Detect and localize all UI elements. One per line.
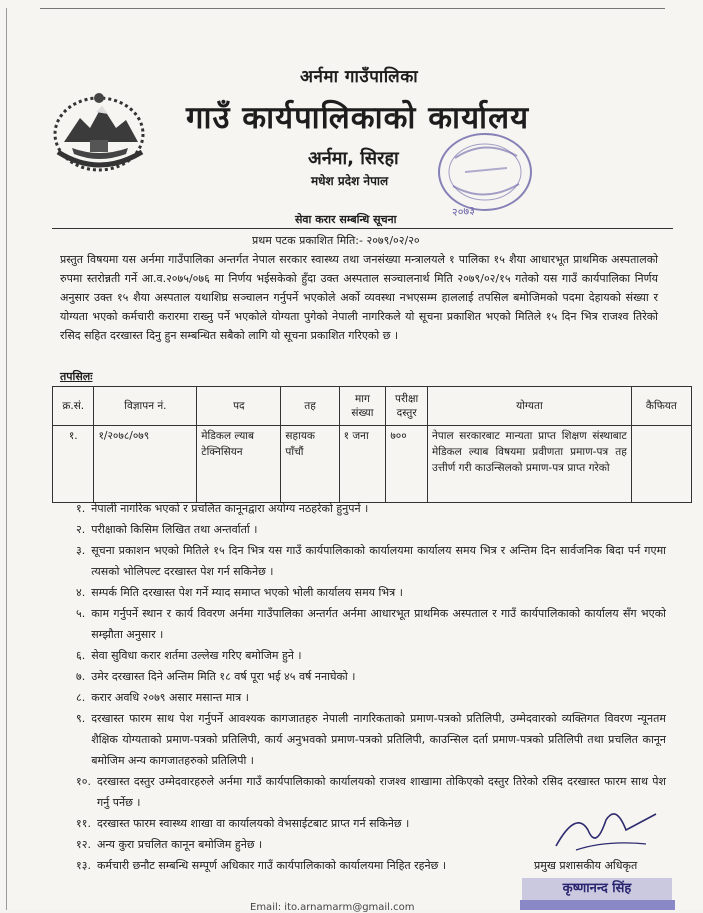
col-advertisement-no: विज्ञापन नं.: [94, 387, 197, 426]
condition-text: दरखास्त फारम स्वास्थ्य शाखा वा कार्यालयको वेभसाईटबाट प्राप्त गर्न सकिनेछ ।: [96, 817, 410, 830]
condition-number: २.: [76, 523, 86, 536]
list-item: [76, 708, 666, 771]
table-header-row: [53, 387, 692, 426]
stamp-number: २०७३: [451, 203, 476, 220]
cell-demand-count: १ जना: [339, 426, 386, 503]
col-demand-count: माग संख्या: [339, 387, 386, 426]
cell-remarks: [631, 426, 691, 503]
cell-qualification: नेपाल सरकारबाट मान्यता प्राप्त शिक्षण संस्थाबाट मेडिकल ल्याब विषयमा प्रवीणता प्रमाण-पत्र तह उत्तीर्ण गरी काउन्सिलको प्रमाण-पत्र प्राप्त गरेको: [427, 426, 631, 503]
condition-text: काम गर्नुपर्ने स्थान र कार्य विवरण अर्नमा गाउँपालिका अन्तर्गत अर्नमा आधारभूत प्राथमिक अस्पताल र गाउँ कार्यपालिकाको कार्यालय सँग भएको सम्झौता अनुसार ।: [91, 607, 666, 641]
condition-text: सूचना प्रकाशन भएको मितिले १५ दिन भित्र यस गाउँ कार्यपालिकाको कार्यालयमा कार्यालय समय भित्र र अन्तिम दिन सार्वजनिक बिदा पर्न गएमा त्यसको भोलिपल्ट दरखास्त पेश गर्न सकिनेछ ।: [91, 544, 666, 578]
condition-number: १.: [76, 502, 86, 515]
condition-text: परीक्षाको किसिम लिखित तथा अन्तर्वार्ता ।: [91, 523, 258, 536]
condition-number: १२.: [76, 838, 91, 851]
list-item: [76, 582, 666, 603]
table-row: [53, 426, 692, 503]
nepal-emblem-logo: [50, 88, 148, 176]
condition-number: ९.: [76, 712, 86, 725]
list-item: [76, 540, 666, 582]
signatory-title: प्रमुख प्रशासकीय अधिकृत: [534, 859, 638, 872]
municipality-name: अर्नमा गाउँपालिका: [300, 67, 419, 87]
list-item: [76, 645, 666, 666]
condition-number: ८.: [76, 691, 86, 704]
province-line: मधेश प्रदेश नेपाल: [311, 174, 389, 188]
condition-number: १०.: [76, 775, 91, 788]
col-remarks: कैफियत: [631, 387, 691, 426]
condition-number: ११.: [76, 817, 91, 830]
condition-number: ३.: [76, 544, 86, 557]
publish-date: प्रथम पटक प्रकाशित मिति:- २०७९/०२/२०: [252, 234, 420, 247]
condition-text: अन्य कुरा प्रचलित कानून बमोजिम हुनेछ ।: [96, 838, 263, 851]
title-rule: [52, 228, 673, 229]
condition-text: सम्पर्क मिति दरखास्त पेश गर्ने म्याद समाप्त भएको भोली कार्यालय समय भित्र ।: [91, 586, 403, 599]
col-post: पद: [197, 387, 281, 426]
page-border-left: [6, 8, 7, 910]
notice-body: प्रस्तुत विषयमा यस अर्नमा गाउँपालिका अन्तर्गत नेपाल सरकार स्वास्थ्य तथा जनसंख्या मन्त्रालयले १ पालिका १५ शैया आधारभूत प्राथमिक अस्पतालको रुपमा स्तरोन्नती गर्ने आ.व.२०७५/०७६ मा निर्णय भईसकेको हुँदा उक्त अस्पताल सञ्चालनार्थ मिति २०७९/०२/१५ गतेको यस गाउँ कार्यपालिका निर्णय अनुसार उक्त १५ शैया अस्पताल यथाशिघ्र सञ्चालन गर्नुपर्ने भएकोले अर्को व्यवस्था नभएसम्म हाललाई तपसिल बमोजिमको पदमा देहायको संख्या र योग्यता भएको कर्मचारी करारमा राख्नु पर्ने भएकोले योग्यता पुगेको नेपाली नागरिकले यो सूचना प्रकाशित भएको मितिले १५ दिन भित्र राजश्व तिरेको रसिद सहित दरखास्त दिनु हुन सम्बन्धित सबैको लागि यो सूचना प्रकाशित गरिएको छ ।: [60, 253, 658, 342]
footer-email: Email: ito.arnamarm@gmail.com: [250, 902, 415, 913]
official-stamp: [435, 128, 535, 218]
name-stamp-strip: [520, 900, 675, 910]
condition-text: कर्मचारी छनौट सम्बन्धि सम्पूर्ण अधिकार गाउँ कार्यपालिकाको कार्यालयमा निहित रहनेछ ।: [96, 859, 447, 872]
condition-number: ४.: [76, 586, 86, 599]
condition-number: ६.: [76, 649, 86, 662]
condition-text: सेवा सुविधा करार शर्तमा उल्लेख गरिए बमोजिम हुने ।: [91, 649, 302, 662]
condition-number: ७.: [76, 670, 86, 683]
cell-post: मेडिकल ल्याब टेक्निसियन: [197, 426, 281, 503]
condition-text: नेपाली नागरिक भएको र प्रचलित कानूनद्वारा अयोग्य नठहरेको हुनुपर्ने ।: [91, 502, 369, 515]
col-level: तह: [281, 387, 339, 426]
page-border-top: [40, 8, 665, 9]
condition-number: १३.: [76, 859, 91, 872]
condition-text: करार अवधि २०७९ असार मसान्त मात्र ।: [91, 691, 249, 704]
condition-text: दरखास्त फारम साथ पेश गर्नुपर्ने आवश्यक कागजातहरु नेपाली नागरिकताको प्रमाण-पत्रको प्रतिलिपी, उम्मेदवारको व्यक्तिगत विवरण न्यूनतम शैक्षिक योग्यताको प्रमाण-पत्रको प्रतिलिपी, कार्य अनुभवको प्रमाण-पत्रको प्रतिलिपी, काउन्सिल दर्ता प्रमाण-पत्रको प्रतिलिपी तथा प्रचलित कानून बमोजिम अन्य कागजातहरुको प्रतिलिपी ।: [91, 712, 666, 767]
list-item: [76, 603, 666, 645]
list-item: [76, 519, 666, 540]
list-item: [76, 498, 666, 519]
notice-title: सेवा करार सम्बन्धि सूचना: [295, 213, 397, 226]
vacancy-table: [52, 386, 692, 503]
condition-number: ५.: [76, 607, 86, 620]
signatory-name-stamp: [522, 878, 672, 900]
col-qualification: योग्यता: [427, 387, 631, 426]
cell-advertisement-no: १/२०७८/०७९: [94, 426, 197, 503]
office-title: गाउँ कार्यपालिकाको कार्यालय: [186, 100, 530, 136]
list-item: [76, 666, 666, 687]
list-item: [76, 687, 666, 708]
signatory-name: कृष्णानन्द सिंह: [562, 881, 632, 896]
cell-serial: १.: [53, 426, 94, 503]
col-serial: क्र.सं.: [53, 387, 94, 426]
office-location: अर्नमा, सिरहा: [308, 148, 399, 169]
cell-level: सहायक पाँचौं: [281, 426, 339, 503]
condition-text: दरखास्त दस्तुर उम्मेदवारहरुले अर्नमा गाउँ कार्यपालिकाको कार्यालयको राजश्व शाखामा तोकिएको दस्तुर तिरेको रसिद दरखास्त फारम साथ पेश गर्नु पर्नेछ ।: [96, 775, 666, 809]
col-exam-fee: परीक्षा दस्तुर: [386, 387, 428, 426]
table-heading: तपसिलः: [60, 370, 93, 383]
signature-mark: [546, 800, 666, 860]
cell-exam-fee: ७००: [386, 426, 428, 503]
condition-text: उमेर दरखास्त दिने अन्तिम मिति १८ वर्ष पूरा भई ४५ वर्ष ननाघेको ।: [91, 670, 356, 683]
